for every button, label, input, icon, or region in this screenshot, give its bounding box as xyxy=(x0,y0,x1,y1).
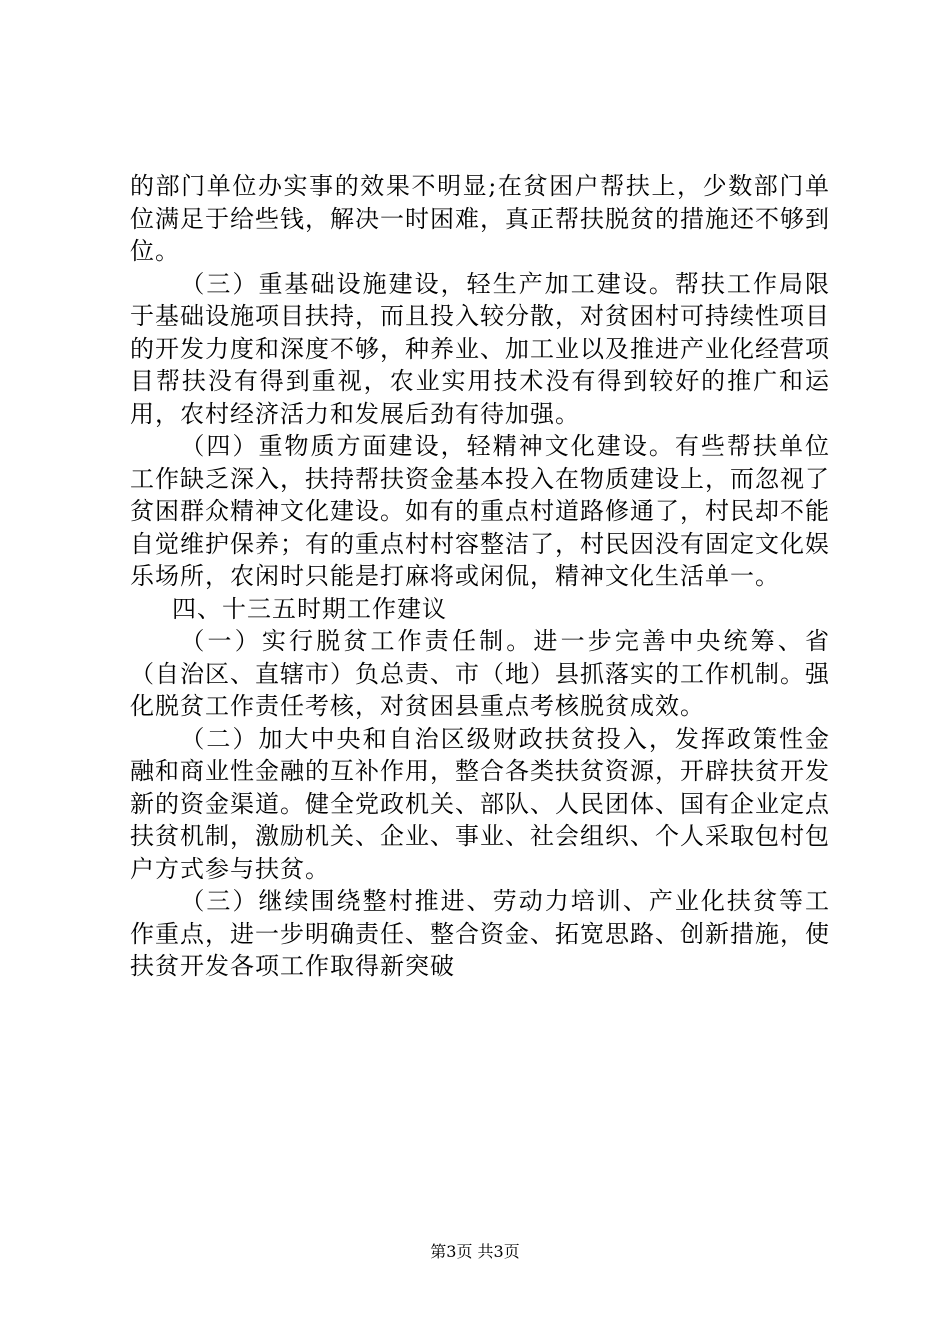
paragraph-suggestion-2: （二）加大中央和自治区级财政扶贫投入，发挥政策性金融和商业性金融的互补作用，整合各类扶贫资源，开辟扶贫开发新的资金渠道。健全党政机关、部队、人民团体、国有企业定点扶贫机制，激励机关、企业、事业、社会组织、个人采取包村包户方式参与扶贫。 xyxy=(130,724,830,883)
paragraph-item-3: （三）重基础设施建设，轻生产加工建设。帮扶工作局限于基础设施项目扶持，而且投入较分散，对贫困村可持续性项目的开发力度和深度不够，种养业、加工业以及推进产业化经营项目帮扶没有得到重视，农业实用技术没有得到较好的推广和运用，农村经济活力和发展后劲有待加强。 xyxy=(130,269,830,428)
paragraph-item-4: （四）重物质方面建设，轻精神文化建设。有些帮扶单位工作缺乏深入，扶持帮扶资金基本投入在物质建设上，而忽视了贫困群众精神文化建设。如有的重点村道路修通了，村民却不能自觉维护保养；有的重点村村容整洁了，村民因没有固定文化娱乐场所，农闲时只能是打麻将或闲侃，精神文化生活单一。 xyxy=(130,432,830,590)
page-number-footer: 第3页 共3页 xyxy=(430,1242,520,1261)
paragraph-continuation: 的部门单位办实事的效果不明显;在贫困户帮扶上，少数部门单位满足于给些钱，解决一时困难，真正帮扶脱贫的措施还不够到位。 xyxy=(130,172,830,265)
paragraph-suggestion-1: （一）实行脱贫工作责任制。进一步完善中央统筹、省（自治区、直辖市）负总责、市（地）县抓落实的工作机制。强化脱贫工作责任考核，对贫困县重点考核脱贫成效。 xyxy=(130,627,830,720)
section-heading: 四、十三五时期工作建议 xyxy=(172,594,447,623)
document-body xyxy=(130,170,830,983)
paragraph-suggestion-3: （三）继续围绕整村推进、劳动力培训、产业化扶贫等工作重点，进一步明确责任、整合资金、拓宽思路、创新措施，使扶贫开发各项工作取得新突破 xyxy=(130,887,830,980)
